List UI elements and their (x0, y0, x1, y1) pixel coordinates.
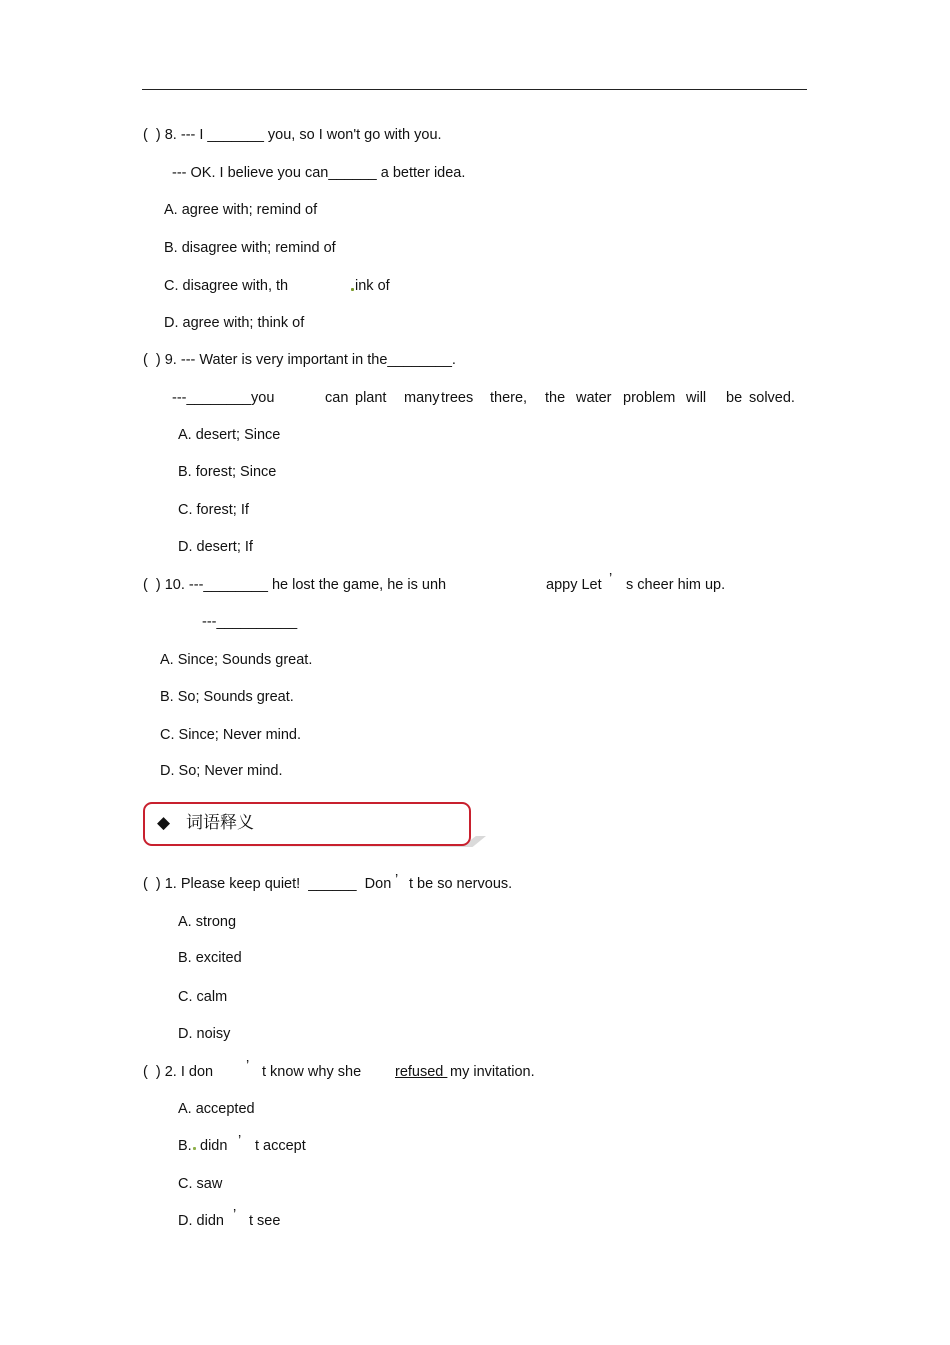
vocab-1-option-a: A. strong (178, 914, 237, 930)
question-8-option-c: C. disagree with, th (164, 278, 289, 294)
section-title: 词语释义 (186, 813, 254, 833)
vocab-1-stem-end: t be so nervous. (409, 876, 513, 892)
question-10-stem-end: s cheer him up. (626, 577, 726, 593)
question-10-reply: ---__________ (202, 614, 298, 630)
question-10-option-c: C. Since; Never mind. (160, 727, 302, 743)
question-8-option-a: A. agree with; remind of (164, 202, 318, 218)
vocab-2-option-d: D. didn (178, 1213, 224, 1229)
question-9-reply-word: plant (355, 390, 387, 406)
question-8-option-b: B. disagree with; remind of (164, 240, 336, 256)
question-10-stem: ( ) 10. ---________ he lost the game, he is unh (143, 577, 447, 593)
apostrophe-mark: ’ (246, 1058, 250, 1074)
vocab-2-stem: ( ) 2. I don (143, 1064, 214, 1080)
vocab-1-stem: ( ) 1. Please keep quiet! ______ Don (143, 876, 392, 892)
question-9-reply-word: the (545, 390, 566, 406)
question-10-stem-continued: appy Let (546, 577, 602, 593)
question-9-option-b: B. forest; Since (178, 464, 277, 480)
question-8-reply: --- OK. I believe you can______ a better idea. (172, 165, 466, 181)
apostrophe-mark: ’ (609, 571, 613, 587)
vocab-2-stem-continued: t know why she (262, 1064, 362, 1080)
apostrophe-mark: ’ (233, 1207, 237, 1223)
question-9-reply-word: be (726, 390, 743, 406)
question-10-option-a: A. Since; Sounds great. (160, 652, 313, 668)
vocab-2-option-a: A. accepted (178, 1101, 255, 1117)
vocab-2-option-d-tail: t see (249, 1213, 281, 1229)
question-9-reply-word: trees (441, 390, 474, 406)
question-8-option-c-tail: ink of (355, 278, 390, 294)
question-9-reply: ---________you (172, 390, 275, 406)
question-9-option-a: A. desert; Since (178, 427, 281, 443)
question-9-reply-word: many (404, 390, 440, 406)
vocab-2-stem-end: my invitation. (450, 1064, 535, 1080)
speck-mark (351, 288, 354, 291)
vocab-2-option-b-tail: t accept (255, 1138, 306, 1154)
question-9-reply-word: solved. (749, 390, 795, 406)
question-9-option-d: D. desert; If (178, 539, 253, 555)
vocab-2-option-b-word: didn (200, 1138, 228, 1154)
question-9-reply-word: can (325, 390, 349, 406)
apostrophe-mark: ’ (395, 872, 399, 888)
question-10-option-b: B. So; Sounds great. (160, 689, 294, 705)
underlined-word: refused (395, 1064, 448, 1080)
question-8-stem: ( ) 8. --- I _______ you, so I won't go with you. (143, 127, 442, 143)
speck-mark (193, 1147, 196, 1150)
header-rule (142, 89, 807, 90)
question-10-option-d: D. So; Never mind. (160, 763, 283, 779)
vocab-1-option-d: D. noisy (178, 1026, 231, 1042)
question-9-reply-word: problem (623, 390, 676, 406)
question-9-reply-word: water (576, 390, 612, 406)
apostrophe-mark: ’ (238, 1133, 242, 1149)
question-8-option-d: D. agree with; think of (164, 315, 305, 331)
question-9-option-c: C. forest; If (178, 502, 249, 518)
question-9-stem: ( ) 9. --- Water is very important in the________. (143, 352, 456, 368)
vocab-2-option-c: C. saw (178, 1176, 223, 1192)
question-9-reply-word: will (686, 390, 707, 406)
vocab-2-option-b: B. (178, 1138, 192, 1154)
diamond-icon: ◆ (157, 813, 171, 832)
question-9-reply-word: there, (490, 390, 528, 406)
vocab-1-option-b: B. excited (178, 950, 242, 966)
vocab-1-option-c: C. calm (178, 989, 228, 1005)
